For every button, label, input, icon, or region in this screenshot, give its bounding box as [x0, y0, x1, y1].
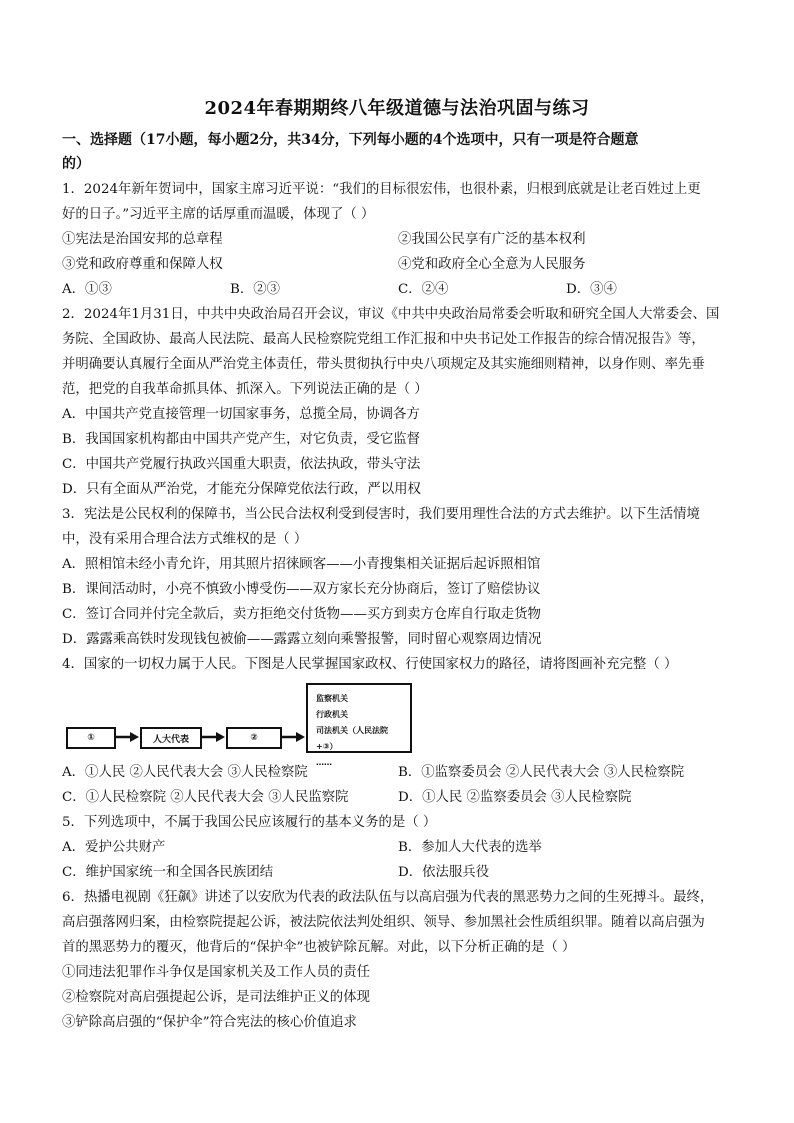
section-heading-line1: 一、选择题（17小题，每小题2分，共34分，下列每小题的4个选项中，只有一项是符合题意 [62, 132, 639, 148]
q4-option-c: C．①人民检察院 ②人民代表大会 ③人民监察院 [62, 790, 349, 805]
q3-stem-line1: 3．宪法是公民权利的保障书，当公民合法权利受到侵害时，我们要用理性合法的方式去维护。以下生活情境 [62, 507, 700, 522]
q5-option-a: A．爱护公共财产 [62, 840, 166, 855]
q6-stem-line1: 6．热播电视剧《狂飙》讲述了以安欣为代表的政法队伍与以高启强为代表的黑恶势力之间的生死搏斗。最终， [62, 890, 714, 905]
q2-option-b: B．我国国家机构都由中国共产党产生，对它负责，受它监督 [62, 432, 420, 447]
arrow-icon [114, 730, 140, 744]
q3-option-a: A．照相馆未经小青允许，用其照片招徕顾客——小青搜集相关证据后起诉照相馆 [62, 557, 541, 572]
q2-option-d: D．只有全面从严治党，才能充分保障党依法行政，严以用权 [62, 482, 421, 497]
q6-statement-2: ②检察院对高启强提起公诉，是司法维护正义的体现 [62, 990, 370, 1005]
q2-stem-line3: 并明确要认真履行全面从严治党主体责任，带头贯彻执行中央八项规定及其实施细则精神，以身作则、率先垂 [62, 357, 705, 372]
q6-stem-line3: 首的黑恶势力的覆灭，他背后的“保护伞”也被铲除瓦解。对此，以下分析正确的是（ ） [62, 940, 576, 955]
q4-option-d: D．①人民 ②监察委员会 ③人民检察院 [398, 790, 632, 805]
arrow-icon [280, 730, 306, 744]
arrow-icon [200, 730, 226, 744]
diagram-organ-3: 司法机关（人民法院+③） [316, 726, 388, 751]
page-title: 2024年春期期终八年级道德与法治巩固与练习 [204, 98, 590, 119]
q1-option-c: C．②④ [398, 282, 449, 297]
q1-statement-2: ②我国公民享有广泛的基本权利 [398, 232, 586, 247]
q1-stem-line1: 1．2024年新年贺词中，国家主席习近平说：“我们的目标很宏伟，也很朴素，归根到底就是让老百姓过上更 [62, 182, 701, 197]
diagram-organ-4: …… [316, 758, 332, 767]
q1-option-b: B．②③ [230, 282, 281, 297]
section-heading-line2: 的） [62, 156, 90, 172]
q4-stem-line1: 4．国家的一切权力属于人民。下图是人民掌握国家政权、行使国家权力的路径，请将图画补充完整（ ） [62, 657, 678, 672]
q4-option-a: A．①人民 ②人民代表大会 ③人民检察院 [62, 765, 308, 780]
diagram-organ-2: 行政机关 [316, 710, 348, 719]
q2-stem-line4: 范，把党的自我革命抓具体、抓深入。下列说法正确的是（ ） [62, 382, 428, 397]
q3-option-c: C．签订合同并付完全款后，卖方拒绝交付货物——买方到卖方仓库自行取走货物 [62, 607, 541, 622]
q2-option-c: C．中国共产党履行执政兴国重大职责，依法执政，带头守法 [62, 457, 421, 472]
q5-stem-line1: 5．下列选项中，不属于我国公民应该履行的基本义务的是（ ） [62, 815, 437, 830]
diagram-organs-box [306, 683, 412, 767]
q4-option-b: B．①监察委员会 ②人民代表大会 ③人民检察院 [398, 765, 685, 780]
q2-stem-line2: 务院、全国政协、最高人民法院、最高人民检察院党组工作汇报和中央书记处工作报告的综合情况报告》等， [62, 332, 705, 347]
q1-option-a: A．①③ [62, 282, 112, 297]
q1-statement-1: ①宪法是治国安邦的总章程 [62, 232, 223, 247]
diagram-box-1: ① [66, 727, 116, 749]
diagram-organ-1: 监察机关 [316, 694, 348, 703]
q5-option-d: D．依法服兵役 [398, 865, 490, 880]
q6-statement-1: ①同违法犯罪作斗争仅是国家机关及工作人员的责任 [62, 965, 370, 980]
diagram-box-2: 人大代表 [140, 727, 202, 749]
q1-stem-line2: 好的日子。”习近平主席的话厚重而温暖，体现了（ ） [62, 207, 375, 222]
q1-statement-3: ③党和政府尊重和保障人权 [62, 257, 223, 272]
q6-statement-3: ③铲除高启强的“保护伞”符合宪法的核心价值追求 [62, 1015, 357, 1030]
q6-stem-line2: 高启强落网归案，由检察院提起公诉，被法院依法判处组织、领导、参加黑社会性质组织罪。随着以高启强为 [62, 915, 705, 930]
q1-statement-4: ④党和政府全心全意为人民服务 [398, 257, 586, 272]
diagram-box-3: ② [226, 727, 282, 749]
q3-option-d: D．露露乘高铁时发现钱包被偷——露露立刻向乘警报警，同时留心观察周边情况 [62, 632, 542, 647]
q3-stem-line2: 中，没有采用合理合法方式维权的是（ ） [62, 532, 308, 547]
q2-stem-line1: 2．2024年1月31日，中共中央政治局召开会议，审议《中共中央政治局常委会听取和研究全国人大常委会、国 [62, 307, 720, 322]
q3-option-b: B．课间活动时，小亮不慎致小博受伤——双方家长充分协商后，签订了赔偿协议 [62, 582, 541, 597]
q5-option-b: B．参加人大代表的选举 [398, 840, 542, 855]
q2-option-a: A．中国共产党直接管理一切国家事务，总揽全局，协调各方 [62, 407, 420, 422]
q1-option-d: D．③④ [566, 282, 617, 297]
q5-option-c: C．维护国家统一和全国各民族团结 [62, 865, 274, 880]
